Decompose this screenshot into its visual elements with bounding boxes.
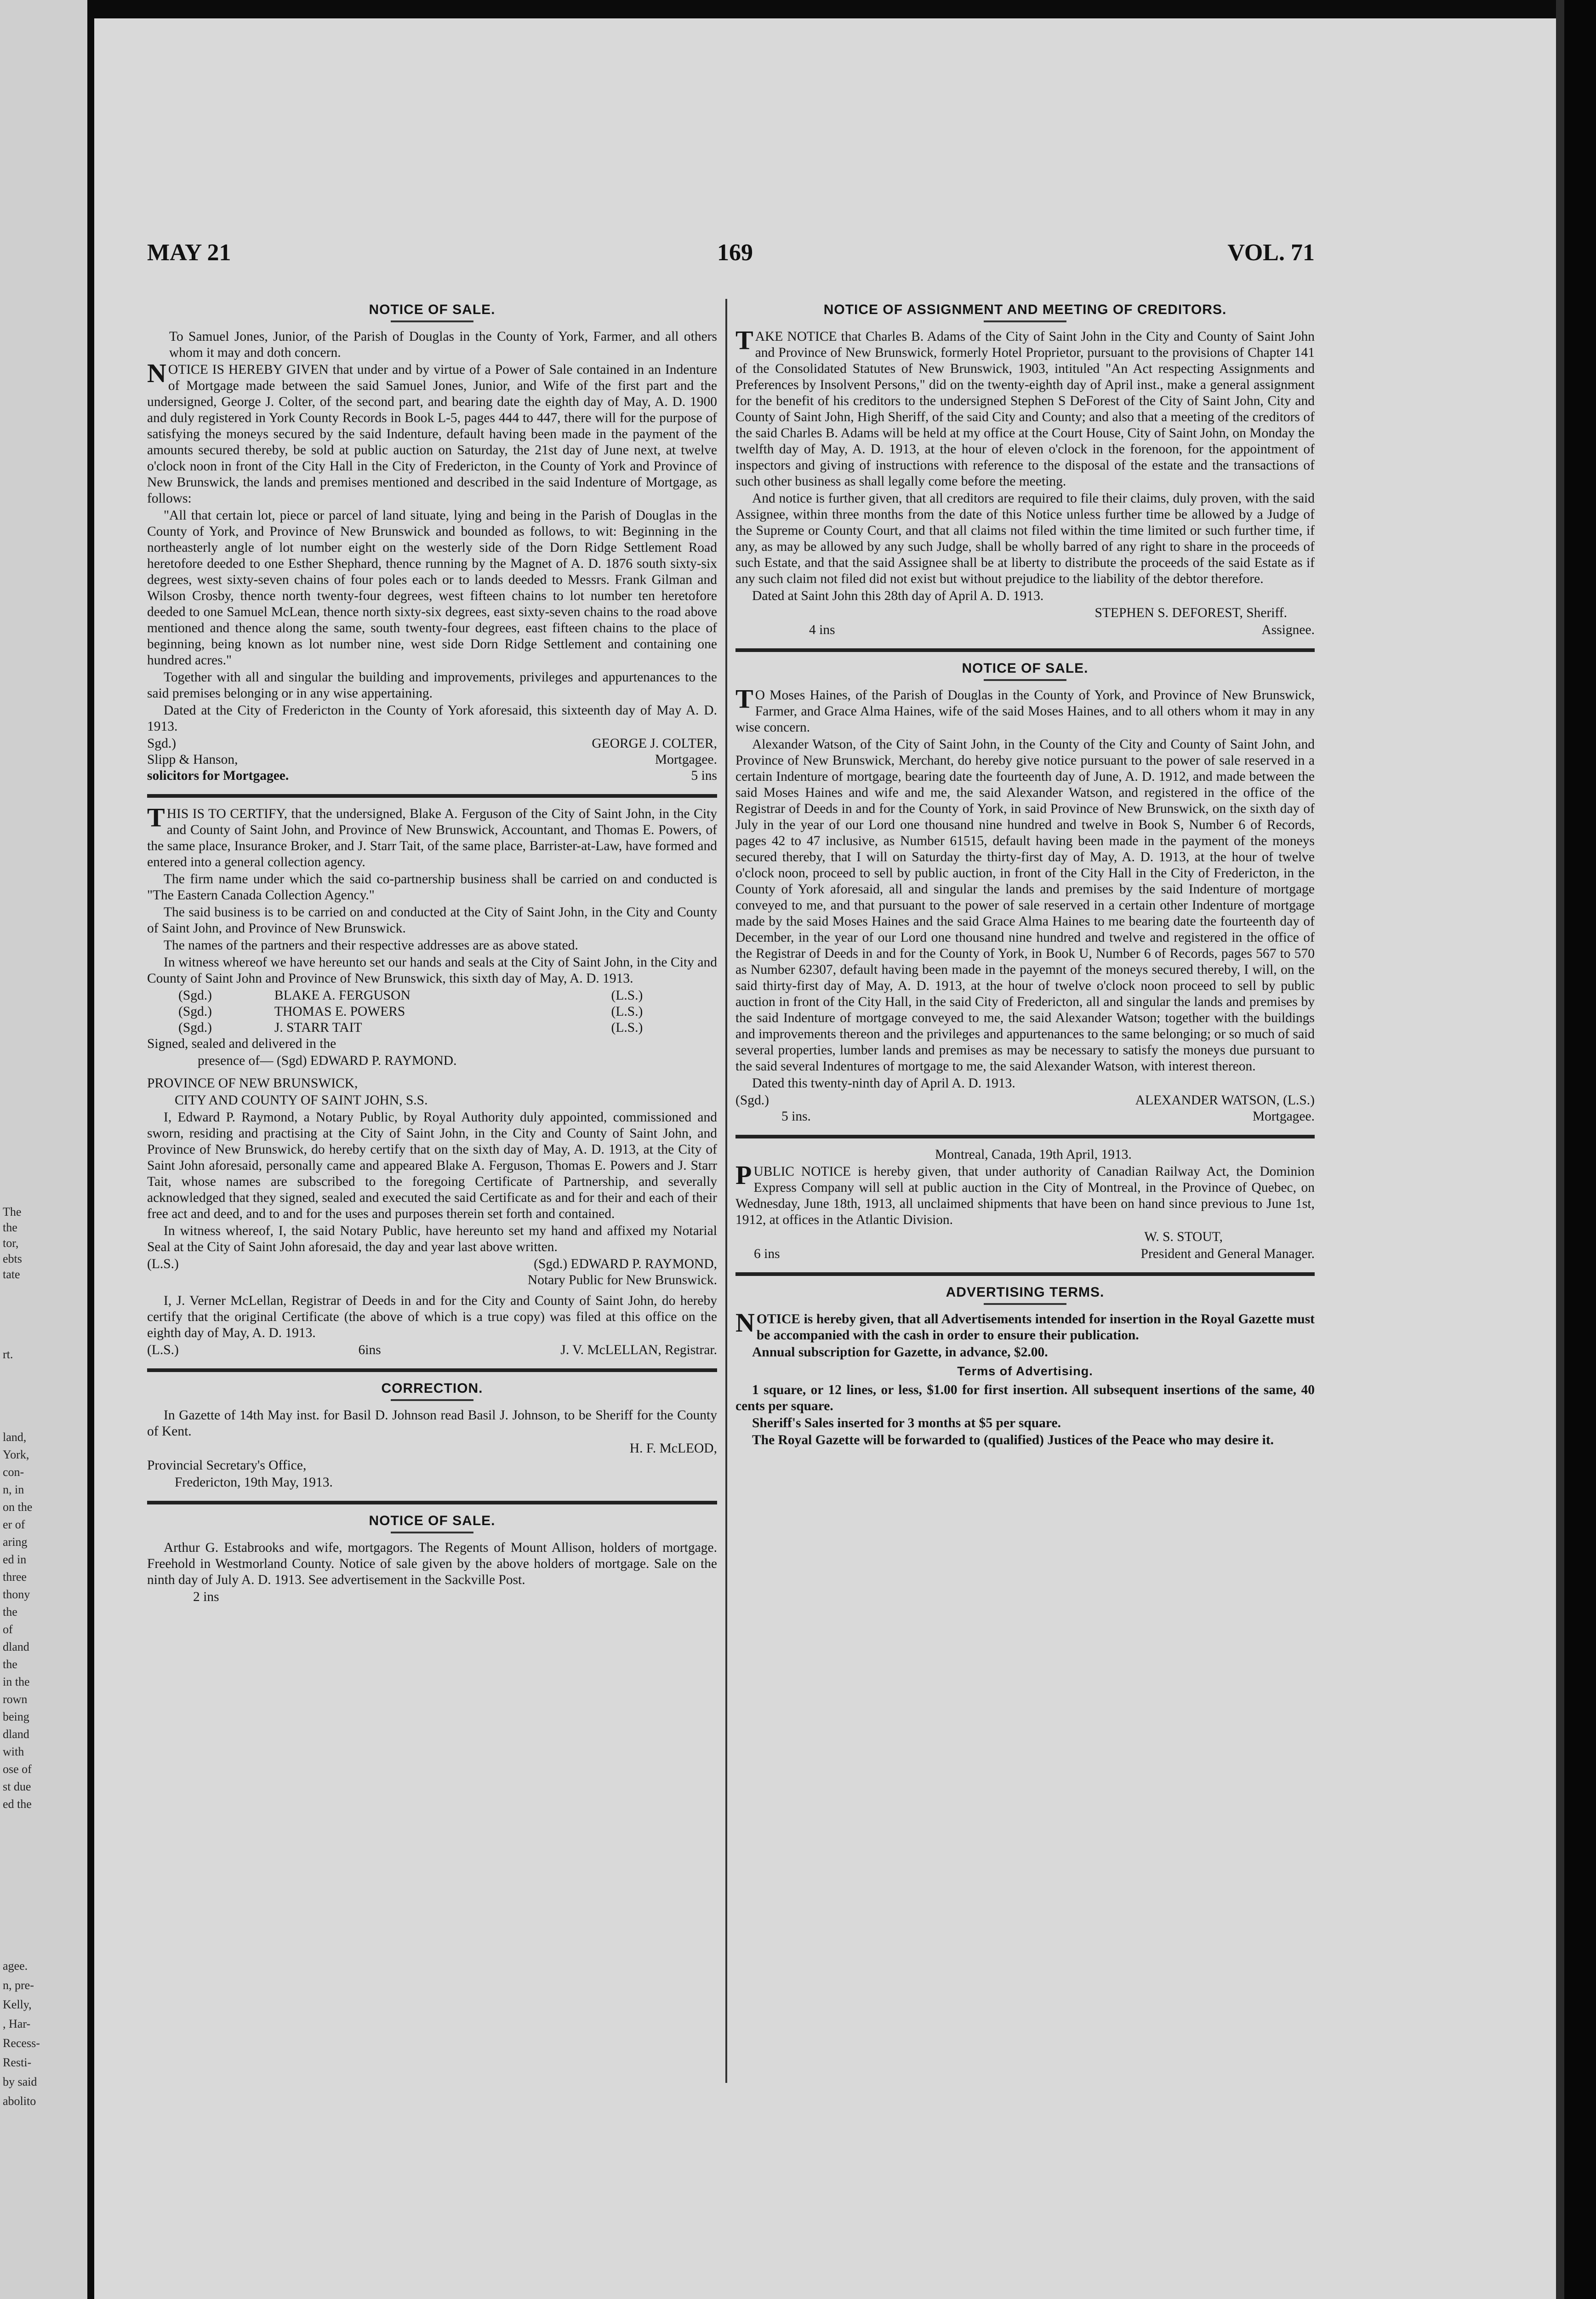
edge-fragment: dland (3, 1727, 29, 1741)
seal-label: (L.S.) (147, 1343, 179, 1357)
registrar-signature-row (147, 1342, 717, 1358)
edge-fragment: The (3, 1205, 22, 1218)
edge-fragment: n, in (3, 1483, 24, 1496)
column-divider (725, 299, 727, 2083)
signer-name: THOMAS E. POWERS (274, 1004, 405, 1019)
seal-label: (L.S.) (611, 1020, 643, 1035)
header-date: MAY 21 (147, 240, 231, 266)
assignment-body: And notice is further given, that all creditors are required to file their claims, duly proven, with the said Assignee, within three months from the date of this Notice unless further time be allowed by a Judge of the Supreme or County Court, and that all claims not filed within the time limited or such further time, if any, as may be allowed by any such Judge, shall be wholly barred of any right to share in the proceeds of such Estate, and that the said Assignee shall be at liberty to distribute the proceeds of the said Estate as if any such claim not filed did not exist but without prejudice to the liability of the debtor therefore. (735, 491, 1315, 586)
witness-line: Signed, sealed and delivered in the (147, 1036, 336, 1051)
edge-fragment: dland (3, 1640, 29, 1653)
signer-row (175, 988, 699, 1004)
notice-body: Together with all and singular the building and improvements, privileges and appurtenances to the said premises belonging or in any wise appertaining. (147, 670, 717, 701)
signature-row (735, 622, 1315, 638)
edge-fragment: abolito (3, 2094, 36, 2108)
edge-fragment: being (3, 1710, 29, 1723)
edge-fragment: aring (3, 1535, 28, 1549)
edge-fragment: con- (3, 1465, 24, 1479)
certificate-body: The names of the partners and their respective addresses are as above stated. (164, 938, 578, 953)
edge-fragment: st due (3, 1780, 31, 1793)
title-rule (984, 1303, 1066, 1305)
edge-fragment: er of (3, 1518, 25, 1531)
province-heading: PROVINCE OF NEW BRUNSWICK, (147, 1076, 358, 1091)
notary-signature-row (147, 1256, 717, 1272)
page-edge-shadow (1556, 0, 1596, 2299)
title-rule (984, 320, 1066, 322)
section-rule (735, 1135, 1315, 1138)
notary-body: In witness whereof, I, the said Notary Public, have hereunto set my hand and affixed my Notarial Seal at the City of Saint John aforesaid, the day and year last above written. (147, 1224, 717, 1254)
edge-fragment: Recess- (3, 2036, 40, 2050)
edge-fragment: of (3, 1623, 13, 1636)
section-rule (147, 1368, 717, 1372)
section-title: ADVERTISING TERMS. (946, 1285, 1105, 1300)
signature-row (735, 1092, 1315, 1109)
section-title: NOTICE OF SALE. (962, 661, 1089, 676)
signer-row (175, 1004, 699, 1020)
edge-fragment: , Har- (3, 2017, 31, 2030)
edge-fragment: by said (3, 2075, 37, 2088)
volume-number: VOL. 71 (1227, 240, 1315, 266)
sgd-label: Sgd.) (147, 736, 177, 751)
edge-fragment: agee. (3, 1959, 28, 1973)
insertion-count: 2 ins (193, 1590, 219, 1604)
notary-signer: (Sgd.) EDWARD P. RAYMOND, (534, 1257, 717, 1271)
title-rule (391, 1399, 473, 1401)
assignment-body: TAKE NOTICE that Charles B. Adams of the City of Saint John in the City and County of Saint John and Province of New Brunswick, formerly Hotel Proprietor, pursuant to the provisions of Chapter 141 of the Consolidated Statutes of New Brunswick, 1903, intituled "An Act respecting Assignments and Preferences by Insolvent Persons," did on the twenty-eighth day of April inst., make a general assignment for the benefit of his creditors to the undersigned Stephen S DeForest of the City of Saint John, City and County of Saint John, High Sheriff, of the said City and County; and also that a meeting of the creditors of the said Charles B. Adams will be held at my office at the Court House, City of Saint John, on Monday the twelfth day of May, A. D. 1913, at the hour of eleven o'clock in the forenoon, for the appointment of inspectors and giving of instructions with reference to the disposal of the estate and the transactions of such other business as shall legally come before the meeting. (735, 325, 1315, 489)
signer-name: GEORGE J. COLTER, (592, 736, 717, 751)
certificate-body: The firm name under which the said co-partnership business shall be carried on and conducted is "The Eastern Canada Collection Agency." (147, 872, 717, 903)
signer-name: STEPHEN S. DEFOREST, Sheriff. (1094, 606, 1287, 620)
signer-role: Assignee. (1261, 623, 1315, 637)
signature-row (735, 1109, 1315, 1125)
correction-body: In Gazette of 14th May inst. for Basil D. Johnson read Basil J. Johnson, to be Sheriff for the County of Kent. (147, 1408, 717, 1439)
addressee: TO Moses Haines, of the Parish of Douglas in the County of York, and Province of New Brunswick, Farmer, and Grace Alma Haines, wife of the said Moses Haines, and to all others whom it may in any wise concern. (735, 684, 1315, 735)
edge-fragment: ed the (3, 1797, 32, 1811)
terms-subtitle: Terms of Advertising. (957, 1364, 1093, 1378)
edge-fragment: the (3, 1221, 17, 1234)
registrar-body: I, J. Verner McLellan, Registrar of Deeds in and for the City and County of Saint John, do hereby certify that the original Certificate (the above of which is a true copy) was filed at this office on the eighth day of May, A. D. 1913. (147, 1293, 717, 1340)
edge-fragment: land, (3, 1430, 27, 1444)
terms-body: NOTICE is hereby given, that all Advertisements intended for insertion in the Royal Gazette must be accompanied with the cash in order to ensure their publication. (735, 1308, 1315, 1343)
terms-body: The Royal Gazette will be forwarded to (qualified) Justices of the Peace who may desire it. (752, 1433, 1274, 1447)
section-title: NOTICE OF ASSIGNMENT AND MEETING OF CREDITORS. (823, 302, 1227, 317)
notice-of-sale-haines (735, 660, 1315, 1125)
dated-line: Dated at the City of Fredericton in the County of York aforesaid, this sixteenth day of May A. D. 1913. (147, 703, 717, 734)
edge-fragment: tor, (3, 1236, 19, 1250)
section-title: NOTICE OF SALE. (369, 302, 496, 317)
edge-fragment: in the (3, 1675, 30, 1688)
signer-row (175, 1020, 699, 1036)
signer-role: Mortgagee. (655, 752, 717, 767)
edge-fragment: ebts (3, 1252, 22, 1265)
signer-name: J. STARR TAIT (274, 1020, 362, 1035)
section-title: CORRECTION. (381, 1381, 483, 1396)
seal-label: (L.S.) (147, 1257, 179, 1271)
certificate-body: The said business is to be carried on and conducted at the City of Saint John, in the City and County of Saint John, and Province of New Brunswick. (147, 905, 717, 936)
notice-of-sale-jones (147, 302, 717, 784)
insertion-count: 6ins (358, 1343, 381, 1357)
edge-fragment: n, pre- (3, 1979, 34, 1992)
seal-label: (L.S.) (611, 988, 643, 1003)
terms-body: 1 square, or 12 lines, or less, $1.00 for first insertion. All subsequent insertions of the same, 40 cents per square. (735, 1383, 1315, 1413)
correction-notice (147, 1380, 717, 1491)
partnership-certificate (147, 802, 717, 1358)
terms-body: Sheriff's Sales inserted for 3 months at $5 per square. (752, 1416, 1061, 1430)
signature-row (735, 1246, 1315, 1262)
title-rule (984, 679, 1066, 681)
office-line: Provincial Secretary's Office, (147, 1458, 307, 1473)
binding-edge-strip (0, 0, 87, 2299)
county-heading: CITY AND COUNTY OF SAINT JOHN, S.S. (175, 1093, 428, 1108)
edge-fragment: with (3, 1745, 24, 1758)
advertising-terms (735, 1284, 1315, 1448)
signer-role: President and General Manager. (1140, 1247, 1315, 1261)
signer-role: Mortgagee. (1252, 1109, 1315, 1124)
edge-fragment: thony (3, 1588, 30, 1601)
insertion-count: 4 ins (809, 623, 835, 637)
dated-line: Dated at Saint John this 28th day of April A. D. 1913. (752, 589, 1044, 603)
notice-of-sale-estabrooks (147, 1513, 717, 1605)
registrar-name: J. V. McLELLAN, Registrar. (560, 1343, 717, 1357)
section-rule (735, 1272, 1315, 1276)
right-column (735, 299, 1315, 1449)
edge-fragment: three (3, 1570, 27, 1584)
page-number: 169 (717, 240, 753, 266)
express-company-notice (735, 1147, 1315, 1262)
edge-fragment: rt. (3, 1348, 13, 1361)
section-rule (735, 648, 1315, 652)
witness-line: presence of— (Sgd) EDWARD P. RAYMOND. (198, 1053, 457, 1068)
edge-fragment: the (3, 1658, 17, 1671)
sgd-label: (Sgd.) (178, 988, 212, 1003)
signer-name: W. S. STOUT, (1144, 1230, 1223, 1244)
left-column (147, 299, 717, 1606)
title-rule (391, 320, 473, 322)
edge-fragment: Kelly, (3, 1998, 32, 2011)
page-header (147, 239, 1315, 276)
signature-row (147, 752, 717, 768)
date-line: Fredericton, 19th May, 1913. (175, 1475, 333, 1490)
firm-name: Slipp & Hanson, (147, 752, 238, 767)
edge-fragment: rown (3, 1693, 28, 1706)
seal-label: (L.S.) (611, 1004, 643, 1019)
property-description: "All that certain lot, piece or parcel of land situate, lying and being in the Parish of Douglas in the County of York, and Province of New Brunswick and bounded as follows, to wit: Beginning in the northeasterly angle of lot number eight on the westerly side of the Dorn Ridge Settlement Road heretofore deeded to one Esther Shephard, thence running by the Magnet of A. D. 1876 south sixty-six degrees, west sixty-seven chains of four poles each or to lands deeded to Messrs. Frank Gilman and Wilson Crosby, thence north twenty-four degrees, west fifteen chains to lot number ten heretofore deeded to one Samuel McLean, thence north sixty-six degrees, east sixty-seven chains to the road above mentioned and thence along the same, south twenty-four degrees, east fifteen chains to the place of beginning, being known as lot number nine, west side Dorn Ridge Settlement and containing one hundred acres." (147, 508, 717, 668)
dateline: Montreal, Canada, 19th April, 1913. (935, 1147, 1132, 1162)
notice-body: NOTICE IS HEREBY GIVEN that under and by virtue of a Power of Sale contained in an Indenture of Mortgage made between the said Samuel Jones, Junior, and Wife of the first part and the undersigned, George J. Colter, of the second part, and bearing date the eighth day of May, A. D. 1900 and duly registered in York County Records in Book L-5, pages 444 to 447, there will for the purpose of satisfying the moneys secured by the said Indenture, default having been made in the payment of the amounts secured thereby, be sold at public auction on Saturday, the 21st day of June next, at twelve o'clock noon in front of the City Hall in the City of Fredericton, in the County of York and Province of New Brunswick, the lands and premises mentioned and described in the said Indenture of Mortgage, as follows: (147, 358, 717, 506)
signers-table (175, 988, 699, 1036)
signature-row (147, 768, 717, 784)
edge-fragment: York, (3, 1448, 29, 1461)
edge-fragment: Resti- (3, 2056, 32, 2069)
title-rule (391, 1532, 473, 1533)
insertion-count: 5 ins (691, 768, 717, 783)
certificate-body: THIS IS TO CERTIFY, that the undersigned, Blake A. Ferguson of the City of Saint John, in the City and County of Saint John, and Province of New Brunswick, Accountant, and Thomas E. Powers, of the same place, Insurance Broker, and J. Starr Tait, of the same place, Barrister-at-Law, have formed and entered into a general collection agency. (147, 802, 717, 869)
signer-name: ALEXANDER WATSON, (L.S.) (1135, 1093, 1315, 1108)
section-title: NOTICE OF SALE. (369, 1513, 496, 1528)
assignment-notice (735, 302, 1315, 638)
sgd-label: (Sgd.) (735, 1093, 769, 1108)
sgd-label: (Sgd.) (178, 1020, 212, 1035)
edge-fragment: ed in (3, 1553, 27, 1566)
insertion-count: 6 ins (754, 1247, 780, 1261)
notice-body: Alexander Watson, of the City of Saint John, in the County of the City and County of Saint John, and Province of New Brunswick, Merchant, do hereby give notice pursuant to the power of sale reserved in a certain Indenture of mortgage, bearing date the fourteenth day of June, A. D. 1912, and made between the said Moses Haines and wife and me, the said Alexander Watson, and registered in the office of the Registrar of Deeds in and for the County of York, in said Province of New Brunswick, on the sixth day of July in the year of our Lord one thousand nine hundred and twelve in Book S, Number 6 of Records, pages 42 to 47 inclusive, as Number 61515, default having been made in the payment of the moneys secured thereby, that I will on Saturday the thirty-first day of May, A. D. 1913, at the hour of twelve o'clock noon, proceed to sell by public auction, in front of the City Hall in the City of Fredericton, in the County of York aforesaid, all and singular the lands and premises by the said Indenture of mortgage conveyed to me, and that pursuant to the power of sale reserved in a certain other Indenture of mortgage made by the said Moses Haines and the said Grace Alma Haines to me bearing date the fourteenth day of December, in the year of our Lord one thousand nine hundred and twelve and registered in the office of the Registrar of Deeds in and for the County of York, in Book U, Number 6 of Records, pages 567 to 570 as Number 62307, default having been made in the payemnt of the moneys secured thereby, I will, on the said thirty-first day of May, A. D. 1913, at the hour of twelve o'clock noon proceed to sell by public auction in front of the City Hall, in the said City of Fredericton, all and singular the lands and premises by the said Indenture of mortgage conveyed to me, the said Alexander Watson; together with the buildings and improvements thereon and the privileges and appurtenances to the same belonging; or so much of said several properties, lumber lands and premises as may be necessary to satisfy the moneys due pursuant to the said several Indentures of mortgage to me, the said Alexander Watson, with interest thereon. (735, 737, 1315, 1074)
addressee: To Samuel Jones, Junior, of the Parish of Douglas in the County of York, Farmer, and all others whom it may and doth concern. (169, 329, 717, 360)
sgd-label: (Sgd.) (178, 1004, 212, 1019)
firm-role: solicitors for Mortgagee. (147, 768, 289, 783)
notary-body: I, Edward P. Raymond, a Notary Public, by Royal Authority duly appointed, commissioned and sworn, residing and practising at the City of Saint John, in the City and County of Saint John, and Province of New Brunswick, do hereby certify that on the sixth day of May, A. D. 1913, at the City of Saint John aforesaid, personally came and appeared Blake A. Ferguson, Thomas E. Powers and J. Starr Tait, whose names are subscribed to the foregoing Certificate of Partnership, and severally acknowledged that they signed, sealed and executed the said Certificate as and for their and each of their free act and deed, and to and for the uses and purposes therein set forth and contained. (147, 1110, 717, 1221)
notice-body: Arthur G. Estabrooks and wife, mortgagors. The Regents of Mount Allison, holders of mortgage. Freehold in Westmorland County. Notice of sale given by the above holders of mortgage. Sale on the ninth day of July A. D. 1913. See advertisement in the Sackville Post. (147, 1540, 717, 1587)
edge-fragment: on the (3, 1500, 33, 1514)
notice-body: PUBLIC NOTICE is hereby given, that under authority of Canadian Railway Act, the Dominion Express Company will sell at public auction in the City of Montreal, in the Province of Quebec, on Wednesday, June 18th, 1913, all unclaimed shipments that have been on hand since previous to June 1st, 1912, at offices in the Atlantic Division. (735, 1160, 1315, 1227)
edge-fragment: tate (3, 1268, 20, 1281)
insertion-count: 5 ins. (781, 1109, 811, 1124)
notary-role: Notary Public for New Brunswick. (527, 1273, 717, 1287)
correction-signer: H. F. McLEOD, (629, 1441, 717, 1456)
certificate-body: In witness whereof we have hereunto set our hands and seals at the City of Saint John, in the City and County of Saint John and Province of New Brunswick, this sixth day of May, A. D. 1913. (147, 955, 717, 986)
signature-row (147, 736, 717, 752)
section-rule (147, 794, 717, 798)
dated-line: Dated this twenty-ninth day of April A. D. 1913. (752, 1076, 1015, 1091)
signer-name: BLAKE A. FERGUSON (274, 988, 410, 1003)
edge-fragment: the (3, 1605, 17, 1618)
subscription-line: Annual subscription for Gazette, in advance, $2.00. (752, 1345, 1048, 1360)
section-rule (147, 1501, 717, 1504)
edge-fragment: ose of (3, 1762, 32, 1776)
